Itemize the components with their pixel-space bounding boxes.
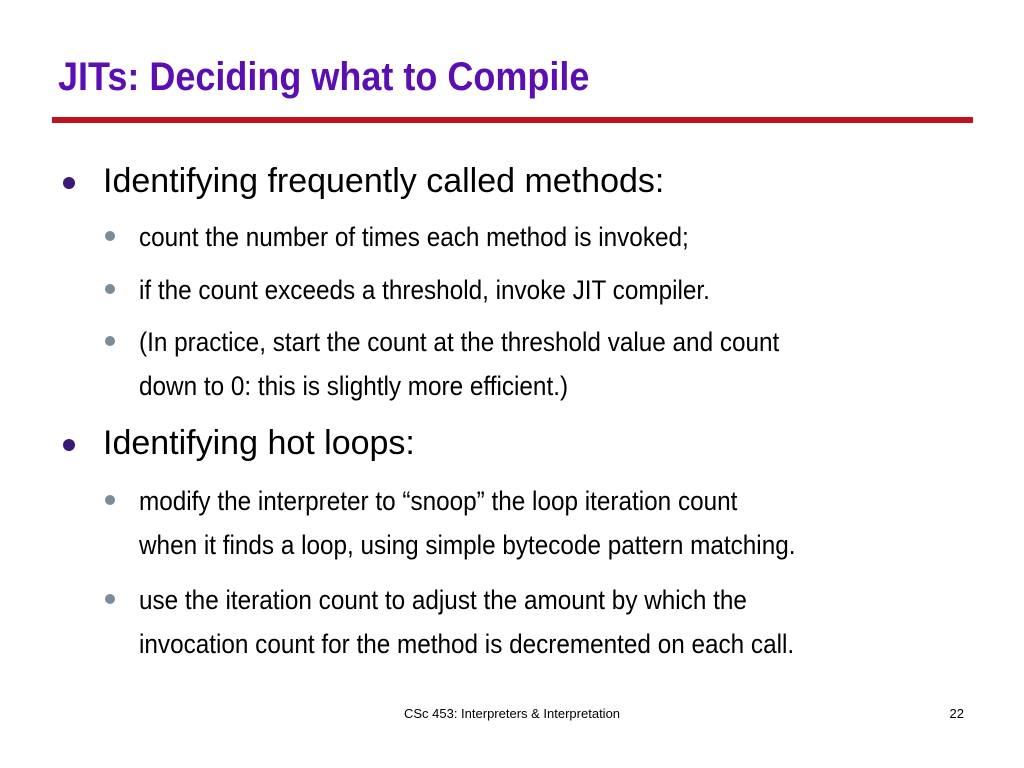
bullet-text: Identifying hot loops: (103, 424, 415, 462)
bullet-hot-loops (103, 423, 415, 463)
subbullet-count-down-practice (139, 320, 999, 408)
bullet-dot-icon (105, 231, 115, 241)
subbullet-line: count the number of times each method is invoked; (139, 222, 689, 252)
subbullet-line: use the iteration count to adjust the amount by which the (139, 585, 747, 615)
slide-title: JITs: Deciding what to Compile (58, 55, 590, 99)
subbullet-line: invocation count for the method is decremented on each call. (139, 629, 795, 659)
bullet-frequent-methods (103, 161, 664, 201)
bullet-dot-icon (105, 495, 115, 505)
subbullet-line: modify the interpreter to “snoop” the loop iteration count (139, 486, 738, 516)
subbullet-adjust-decrement (139, 578, 999, 666)
subbullet-line: if the count exceeds a threshold, invoke JIT compiler. (139, 275, 710, 305)
subbullet-snoop-iteration-count (139, 479, 999, 567)
bullet-dot-icon (105, 284, 115, 294)
bullet-dot-icon (63, 177, 75, 189)
subbullet-count-invocations (139, 215, 999, 259)
bullet-dot-icon (63, 439, 75, 451)
bullet-dot-icon (105, 336, 115, 346)
bullet-dot-icon (105, 594, 115, 604)
footer-page-number: 22 (949, 706, 964, 721)
bullet-text: Identifying frequently called methods: (103, 162, 665, 200)
subbullet-line: down to 0: this is slightly more efficient.) (139, 371, 569, 401)
subbullet-threshold-invoke-jit (139, 268, 999, 312)
subbullet-line: when it finds a loop, using simple bytecode pattern matching. (139, 530, 796, 560)
subbullet-line: (In practice, start the count at the threshold value and count (139, 327, 780, 357)
footer-course-title: CSc 453: Interpreters & Interpretation (403, 706, 621, 721)
